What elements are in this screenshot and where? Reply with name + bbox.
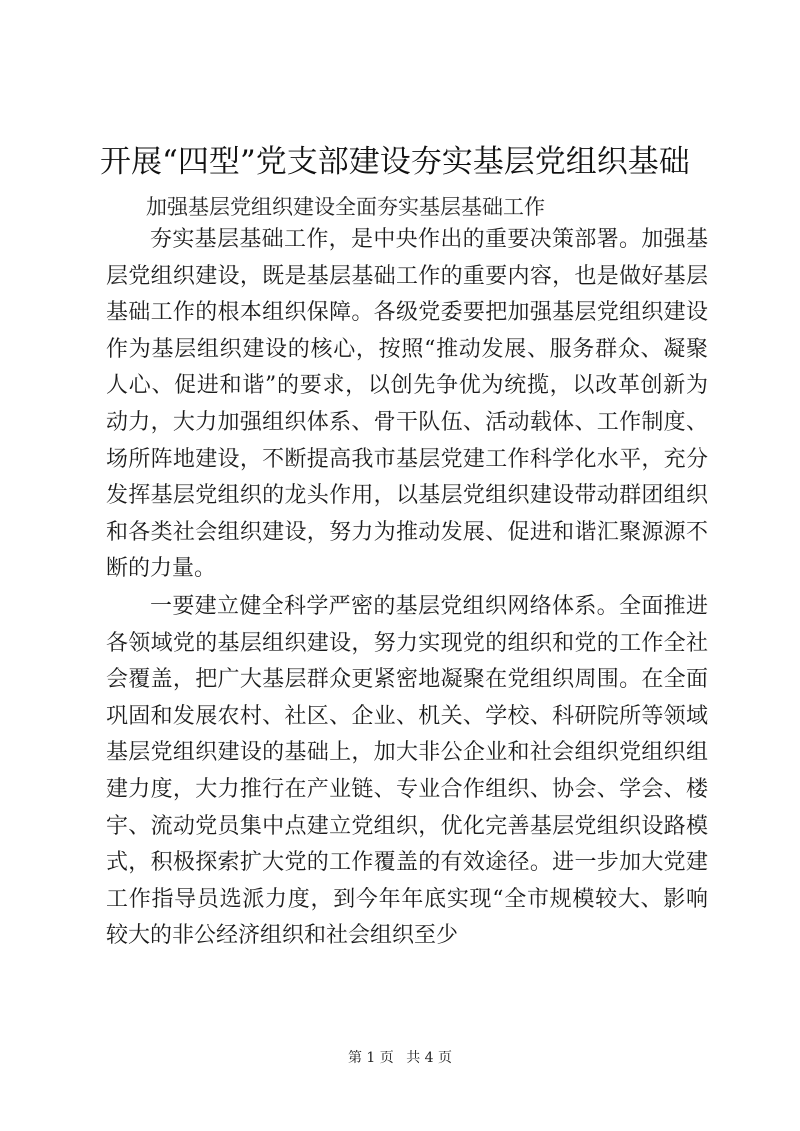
paragraph-1: 夯实基层基础工作，是中央作出的重要决策部署。加强基层党组织建设，既是基层基础工作的重要内容，也是做好基层基础工作的根本组织保障。各级党委要把加强基层党组织建设作为基层组织建设的核心，按照“推动发展、服务群众、凝聚人心、促进和谐”的要求，以创先争优为统揽，以改革创新为动力，大力加强组织体系、骨干队伍、活动载体、工作制度、场所阵地建设，不断提高我市基层党建工作科学化水平，充分发挥基层党组织的龙头作用，以基层党组织建设带动群团组织和各类社会组织建设，努力为推动发展、促进和谐汇聚源源不断的力量。 [106, 227, 708, 582]
page-number: 第 1 页 [347, 1050, 394, 1066]
document-title: 开展“四型”党支部建设夯实基层党组织基础 [100, 144, 690, 180]
page-total: 共 4 页 [406, 1050, 453, 1066]
paragraph-2: 一要建立健全科学严密的基层党组织网络体系。全面推进各领域党的基层组织建设，努力实现党的组织和党的工作全社会覆盖，把广大基层群众更紧密地凝聚在党组织周围。在全面巩固和发展农村、社区、企业、机关、学校、科研院所等领域基层党组织建设的基础上，加大非公企业和社会组织党组织组建力度，大力推行在产业链、专业合作组织、协会、学会、楼宇、流动党员集中点建立党组织，优化完善基层党组织设路模式，积极探索扩大党的工作覆盖的有效途径。进一步加大党建工作指导员选派力度，到今年年底实现“全市规模较大、影响较大的非公经济组织和社会组织至少 [106, 594, 708, 949]
document-subtitle: 加强基层党组织建设全面夯实基层基础工作 [146, 195, 545, 219]
page-footer [0, 1048, 800, 1068]
